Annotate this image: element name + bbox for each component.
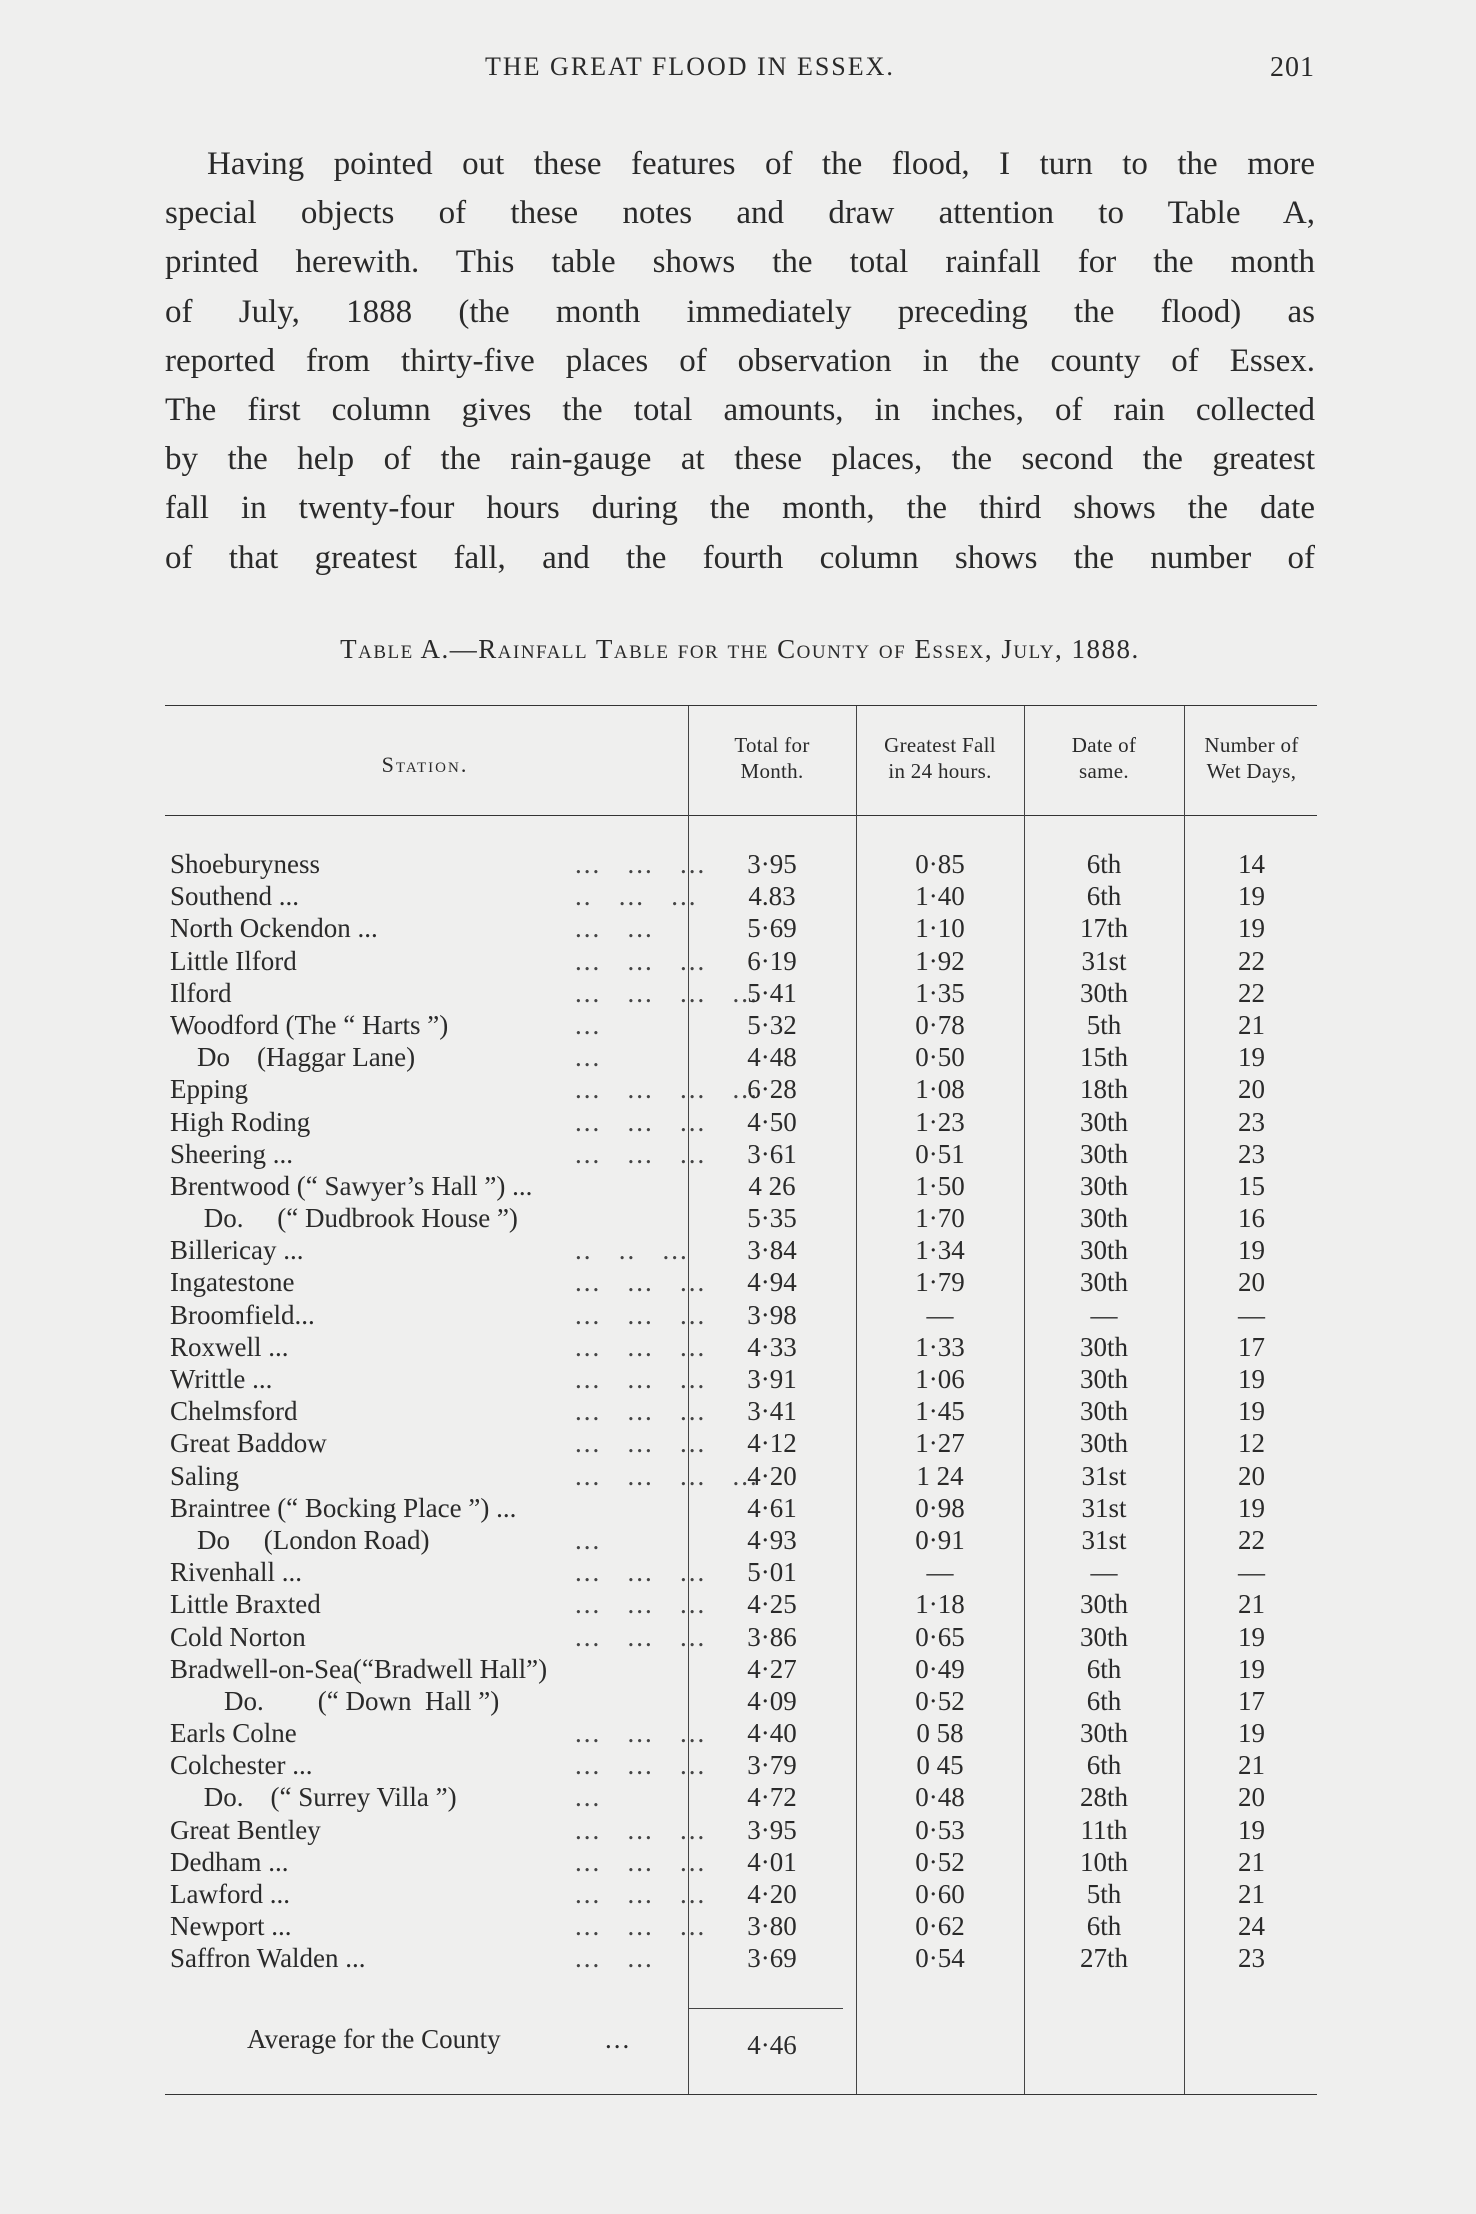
leader-dots: .. ... ... — [575, 881, 698, 912]
table-row — [165, 1588, 1317, 1620]
total-cell: 4·33 — [747, 1331, 797, 1362]
station-cell: Saffron Walden ... — [170, 1943, 366, 1974]
leader-dots: ... — [605, 2024, 632, 2054]
total-cell: 3·91 — [747, 1364, 797, 1394]
greatest-fall-cell: — — [926, 1299, 954, 1330]
wet-days-cell: 24 — [1238, 1911, 1265, 1942]
table-row — [165, 1492, 1317, 1524]
table-row — [165, 1234, 1317, 1266]
wet-days-cell: 21 — [1238, 1009, 1265, 1040]
date-cell: 30th — [1079, 1331, 1128, 1362]
table-row — [165, 1846, 1317, 1878]
wet-days-cell: 12 — [1238, 1428, 1265, 1459]
table-row — [165, 1041, 1317, 1073]
table-row — [165, 1331, 1317, 1363]
greatest-fall-cell: 0·91 — [915, 1524, 965, 1555]
paragraph-line: reported from thirty-five places of observation in the county of Essex. — [165, 342, 1315, 379]
greatest-fall-cell: 1·92 — [915, 945, 965, 976]
table-row — [165, 1781, 1317, 1813]
table-row — [165, 1395, 1317, 1427]
running-head — [165, 52, 1315, 92]
greatest-fall-cell: 0·65 — [915, 1621, 965, 1652]
date-cell: 30th — [1079, 1621, 1128, 1652]
date-cell: 6th — [1086, 1685, 1122, 1716]
wet-days-cell: 16 — [1238, 1203, 1265, 1234]
date-cell: 6th — [1086, 849, 1122, 879]
station-cell: Great Baddow — [170, 1428, 327, 1459]
column-header-line: in 24 hours. — [888, 759, 992, 783]
table-row — [165, 1460, 1317, 1492]
leader-dots: ... ... ... — [575, 1106, 707, 1137]
table-row — [165, 945, 1317, 977]
table-row — [165, 1749, 1317, 1781]
table-row — [165, 1106, 1317, 1138]
greatest-fall-cell: 0·54 — [915, 1943, 965, 1974]
column-header-line: Greatest Fall — [884, 733, 996, 757]
date-cell: 10th — [1079, 1846, 1128, 1877]
greatest-fall-cell: 0 58 — [916, 1718, 964, 1749]
station-cell: Broomfield... — [170, 1299, 315, 1330]
station-cell: Woodford (The “ Harts ”) — [170, 1009, 449, 1040]
table-row — [165, 848, 1317, 880]
station-cell: Ilford — [170, 977, 232, 1008]
paragraph-line: of July, 1888 (the month immediately preceding the flood) as — [165, 293, 1315, 330]
station-cell: Little Braxted — [170, 1589, 321, 1620]
leader-dots: ... — [575, 1782, 602, 1813]
station-cell: Do. (“ Dudbrook House ”) — [170, 1203, 518, 1234]
station-cell: Shoeburyness — [170, 849, 320, 879]
wet-days-cell: 20 — [1238, 1782, 1265, 1813]
total-cell: 5·69 — [747, 913, 797, 944]
greatest-fall-cell: 0·52 — [915, 1846, 965, 1877]
column-header-station: Station. — [381, 752, 469, 777]
greatest-fall-cell: 0·52 — [915, 1685, 965, 1716]
average-row — [165, 2024, 1317, 2064]
date-cell: — — [1090, 1557, 1118, 1588]
greatest-fall-cell: 1·50 — [915, 1170, 965, 1201]
wet-days-cell: 19 — [1238, 913, 1265, 944]
total-cell: 6·28 — [747, 1074, 797, 1105]
station-cell: Rivenhall ... — [170, 1557, 302, 1588]
date-cell: 18th — [1079, 1074, 1128, 1105]
table-row — [165, 1556, 1317, 1588]
table-bottom-rule — [165, 2094, 1317, 2095]
wet-days-cell: 19 — [1238, 1396, 1265, 1427]
total-cell: 3·95 — [747, 849, 797, 879]
total-cell: 5·35 — [747, 1203, 797, 1234]
wet-days-cell: 23 — [1238, 1943, 1265, 1974]
wet-days-cell: 23 — [1238, 1106, 1265, 1137]
paragraph-line: Having pointed out these features of the flood, I turn to the more — [207, 146, 1315, 182]
total-cell: 4·94 — [747, 1267, 797, 1298]
column-header-total — [688, 732, 856, 784]
greatest-fall-cell: 1·18 — [915, 1589, 965, 1620]
greatest-fall-cell: 0·78 — [915, 1009, 965, 1040]
wet-days-cell: 19 — [1238, 1364, 1265, 1394]
leader-dots: ... ... ... ... — [575, 977, 759, 1008]
date-cell: 30th — [1079, 1267, 1128, 1298]
table-top-rule — [165, 705, 1317, 706]
wet-days-cell: 19 — [1238, 1492, 1265, 1523]
leader-dots: ... — [575, 1524, 602, 1555]
station-cell: Bradwell-on-Sea(“Bradwell Hall”) — [170, 1653, 548, 1684]
greatest-fall-cell: 0·51 — [915, 1138, 965, 1169]
table-row — [165, 912, 1317, 944]
wet-days-cell: — — [1238, 1299, 1265, 1330]
leader-dots: ... ... ... — [575, 1299, 707, 1330]
total-cell: 4.83 — [748, 881, 796, 912]
station-cell: Sheering ... — [170, 1138, 293, 1169]
greatest-fall-cell: 1·40 — [915, 881, 965, 912]
date-cell: 17th — [1079, 913, 1128, 944]
date-cell: 30th — [1079, 1428, 1128, 1459]
table-header-rule — [165, 815, 1317, 816]
table-row — [165, 1138, 1317, 1170]
average-label: Average for the County — [247, 2024, 501, 2054]
station-cell: Do. (“ Down Hall ”) — [170, 1685, 500, 1716]
paragraph-line: special objects of these notes and draw attention to Table A, — [165, 195, 1315, 232]
table-caption: Table A.—Rainfall Table for the County of Essex, July, 1888. — [340, 634, 1140, 664]
station-cell: Little Ilford — [170, 945, 297, 976]
total-cell: 3·98 — [747, 1299, 797, 1330]
leader-dots: ... ... ... — [575, 1589, 707, 1620]
total-cell: 3·79 — [747, 1750, 797, 1781]
total-cell: 3·86 — [747, 1621, 797, 1652]
average-rule — [688, 2008, 843, 2009]
wet-days-cell: 23 — [1238, 1138, 1265, 1169]
wet-days-cell: 19 — [1238, 1235, 1265, 1266]
page-number: 201 — [1270, 52, 1315, 83]
total-cell: 4·40 — [747, 1718, 797, 1749]
leader-dots: ... ... ... — [575, 1396, 707, 1427]
total-cell: 4·01 — [747, 1846, 797, 1877]
date-cell: 30th — [1079, 1589, 1128, 1620]
greatest-fall-cell: 1·33 — [915, 1331, 965, 1362]
leader-dots: .. .. ... — [575, 1235, 689, 1266]
station-cell: Earls Colne — [170, 1718, 297, 1749]
wet-days-cell: 19 — [1238, 1621, 1265, 1652]
total-cell: 6·19 — [747, 945, 797, 976]
date-cell: 31st — [1081, 1460, 1127, 1491]
wet-days-cell: 19 — [1238, 1042, 1265, 1073]
leader-dots: ... ... — [575, 1943, 654, 1974]
wet-days-cell: 22 — [1238, 1524, 1265, 1555]
station-cell: High Roding — [170, 1106, 311, 1137]
average-value: 4·46 — [747, 2030, 797, 2060]
date-cell: 5th — [1086, 1879, 1122, 1909]
station-cell: Colchester ... — [170, 1750, 313, 1781]
greatest-fall-cell: 1·06 — [915, 1364, 965, 1394]
column-header-line: Date of — [1071, 733, 1137, 757]
greatest-fall-cell: 1·35 — [915, 977, 965, 1008]
wet-days-cell: 19 — [1238, 1718, 1265, 1749]
total-cell: 3·95 — [747, 1814, 797, 1845]
table-row — [165, 1685, 1317, 1717]
greatest-fall-cell: 0·85 — [915, 849, 965, 879]
total-cell: 5·32 — [747, 1009, 797, 1040]
wet-days-cell: 21 — [1238, 1879, 1265, 1909]
total-cell: 4 26 — [748, 1170, 796, 1201]
station-cell: Do (London Road) — [170, 1524, 430, 1555]
station-cell: Chelmsford — [170, 1396, 298, 1427]
total-cell: 3·69 — [747, 1943, 797, 1974]
leader-dots: ... ... — [575, 913, 654, 944]
column-header-greatest-fall — [856, 732, 1024, 784]
station-cell: Epping — [170, 1074, 248, 1105]
leader-dots: ... ... ... ... — [575, 1460, 759, 1491]
greatest-fall-cell: 0·62 — [915, 1911, 965, 1942]
table-row — [165, 1621, 1317, 1653]
leader-dots: ... ... ... — [575, 1814, 707, 1845]
wet-days-cell: 19 — [1238, 881, 1265, 912]
total-cell: 3·84 — [747, 1235, 797, 1266]
station-cell: Do. (“ Surrey Villa ”) — [170, 1782, 457, 1813]
station-cell: Ingatestone — [170, 1267, 295, 1298]
wet-days-cell: 19 — [1238, 1653, 1265, 1684]
total-cell: 4·20 — [747, 1879, 797, 1909]
date-cell: 30th — [1079, 1235, 1128, 1266]
paragraph-line: printed herewith. This table shows the total rainfall for the month — [165, 244, 1315, 281]
greatest-fall-cell: 1·23 — [915, 1106, 965, 1137]
greatest-fall-cell: 0·49 — [915, 1653, 965, 1684]
date-cell: 30th — [1079, 1138, 1128, 1169]
greatest-fall-cell: 0·53 — [915, 1814, 965, 1845]
table-row — [165, 1427, 1317, 1459]
wet-days-cell: 15 — [1238, 1170, 1265, 1201]
column-header-line: Total for — [734, 733, 810, 757]
date-cell: 27th — [1079, 1943, 1128, 1974]
leader-dots: ... ... ... — [575, 1879, 707, 1909]
column-header-line: same. — [1079, 759, 1129, 783]
leader-dots: ... ... ... — [575, 1364, 707, 1394]
total-cell: 4·93 — [747, 1524, 797, 1555]
table-row — [165, 1009, 1317, 1041]
total-cell: 4·48 — [747, 1042, 797, 1073]
paragraph-line: of that greatest fall, and the fourth column shows the number of — [165, 539, 1315, 576]
column-header-line: Number of — [1204, 733, 1299, 757]
total-cell: 3·41 — [747, 1396, 797, 1427]
station-cell: Great Bentley — [170, 1814, 321, 1845]
wet-days-cell: 22 — [1238, 977, 1265, 1008]
leader-dots: ... ... ... — [575, 1621, 707, 1652]
leader-dots: ... ... ... — [575, 1750, 707, 1781]
date-cell: 5th — [1086, 1009, 1122, 1040]
total-cell: 4·61 — [747, 1492, 797, 1523]
leader-dots: ... ... ... — [575, 1331, 707, 1362]
station-cell: Newport ... — [170, 1911, 292, 1942]
date-cell: 15th — [1079, 1042, 1128, 1073]
total-cell: 3·61 — [747, 1138, 797, 1169]
table-row — [165, 1910, 1317, 1942]
date-cell: 6th — [1086, 1750, 1122, 1781]
date-cell: 30th — [1079, 1203, 1128, 1234]
table-row — [165, 1653, 1317, 1685]
total-cell: 4·20 — [747, 1460, 797, 1491]
total-cell: 4·27 — [747, 1653, 797, 1684]
body-paragraph — [165, 140, 1315, 583]
station-cell: Dedham ... — [170, 1846, 289, 1877]
total-cell: 4·72 — [747, 1782, 797, 1813]
wet-days-cell: 22 — [1238, 945, 1265, 976]
total-cell: 5·41 — [747, 977, 797, 1008]
date-cell: 30th — [1079, 1364, 1128, 1394]
date-cell: 6th — [1086, 1911, 1122, 1942]
table-row — [165, 1814, 1317, 1846]
station-cell: Saling — [170, 1460, 240, 1491]
leader-dots: ... — [575, 1042, 602, 1073]
wet-days-cell: 14 — [1238, 849, 1265, 879]
station-cell: Braintree (“ Bocking Place ”) ... — [170, 1492, 517, 1523]
leader-dots: ... ... ... — [575, 1138, 707, 1169]
total-cell: 3·80 — [747, 1911, 797, 1942]
table-row — [165, 1202, 1317, 1234]
greatest-fall-cell: 1·45 — [915, 1396, 965, 1427]
table-row — [165, 1524, 1317, 1556]
leader-dots: ... ... ... — [575, 945, 707, 976]
column-header-line: Wet Days, — [1206, 759, 1297, 783]
greatest-fall-cell: 1·79 — [915, 1267, 965, 1298]
greatest-fall-cell: 1·10 — [915, 913, 965, 944]
greatest-fall-cell: 1 24 — [916, 1460, 964, 1491]
wet-days-cell: 20 — [1238, 1460, 1265, 1491]
leader-dots: ... ... ... — [575, 1846, 707, 1877]
total-cell: 4·12 — [747, 1428, 797, 1459]
paragraph-line: The first column gives the total amounts, in inches, of rain collected — [165, 391, 1315, 428]
wet-days-cell: 20 — [1238, 1074, 1265, 1105]
paragraph-line: by the help of the rain-gauge at these places, the second the greatest — [165, 441, 1315, 478]
table-row — [165, 1266, 1317, 1298]
wet-days-cell: 20 — [1238, 1267, 1265, 1298]
greatest-fall-cell: 1·34 — [915, 1235, 965, 1266]
station-cell: Writtle ... — [170, 1364, 273, 1394]
station-cell: Roxwell ... — [170, 1331, 289, 1362]
date-cell: 31st — [1081, 1524, 1127, 1555]
station-cell: Do (Haggar Lane) — [170, 1042, 416, 1073]
wet-days-cell: 21 — [1238, 1846, 1265, 1877]
date-cell: 11th — [1080, 1814, 1128, 1845]
station-cell: Southend ... — [170, 881, 300, 912]
date-cell: 31st — [1081, 945, 1127, 976]
table-row — [165, 977, 1317, 1009]
station-cell: Brentwood (“ Sawyer’s Hall ”) ... — [170, 1170, 533, 1201]
station-cell: Lawford ... — [170, 1879, 290, 1909]
leader-dots: ... ... ... ... — [575, 1074, 759, 1105]
total-cell: 4·09 — [747, 1685, 797, 1716]
leader-dots: ... ... ... — [575, 1428, 707, 1459]
table-body — [165, 848, 1317, 1975]
running-title: THE GREAT FLOOD IN ESSEX. — [485, 52, 895, 81]
column-header-line: Month. — [740, 759, 804, 783]
greatest-fall-cell: 0·60 — [915, 1879, 965, 1909]
leader-dots: ... ... ... — [575, 1911, 707, 1942]
greatest-fall-cell: — — [926, 1557, 954, 1588]
leader-dots: ... ... ... — [575, 1267, 707, 1298]
column-header-wet-days — [1184, 732, 1319, 784]
date-cell: 30th — [1079, 1718, 1128, 1749]
station-cell: North Ockendon ... — [170, 913, 378, 944]
wet-days-cell: 19 — [1238, 1814, 1265, 1845]
date-cell: 30th — [1079, 1170, 1128, 1201]
greatest-fall-cell: 0·50 — [915, 1042, 965, 1073]
date-cell: 30th — [1079, 1106, 1128, 1137]
leader-dots: ... — [575, 1009, 602, 1040]
greatest-fall-cell: 1·70 — [915, 1203, 965, 1234]
date-cell: 30th — [1079, 977, 1128, 1008]
wet-days-cell: 17 — [1238, 1685, 1265, 1716]
leader-dots: ... ... ... — [575, 849, 707, 879]
table-row — [165, 1073, 1317, 1105]
date-cell: 6th — [1086, 881, 1122, 912]
date-cell: 31st — [1081, 1492, 1127, 1523]
station-cell: Cold Norton — [170, 1621, 306, 1652]
greatest-fall-cell: 0 45 — [916, 1750, 964, 1781]
table-row — [165, 880, 1317, 912]
date-cell: 6th — [1086, 1653, 1122, 1684]
total-cell: 5·01 — [747, 1557, 797, 1588]
column-header-date — [1024, 732, 1184, 784]
station-cell: Billericay ... — [170, 1235, 304, 1266]
total-cell: 4·50 — [747, 1106, 797, 1137]
greatest-fall-cell: 0·98 — [915, 1492, 965, 1523]
wet-days-cell: 17 — [1238, 1331, 1265, 1362]
total-cell: 4·25 — [747, 1589, 797, 1620]
table-row — [165, 1299, 1317, 1331]
date-cell: — — [1090, 1299, 1118, 1330]
table-row — [165, 1363, 1317, 1395]
paragraph-line: fall in twenty-four hours during the month, the third shows the date — [165, 490, 1315, 527]
greatest-fall-cell: 1·08 — [915, 1074, 965, 1105]
table-row — [165, 1717, 1317, 1749]
greatest-fall-cell: 1·27 — [915, 1428, 965, 1459]
wet-days-cell: 21 — [1238, 1589, 1265, 1620]
table-row — [165, 1170, 1317, 1202]
date-cell: 30th — [1079, 1396, 1128, 1427]
greatest-fall-cell: 0·48 — [915, 1782, 965, 1813]
date-cell: 28th — [1079, 1782, 1128, 1813]
table-row — [165, 1942, 1317, 1974]
table-row — [165, 1878, 1317, 1910]
wet-days-cell: — — [1238, 1557, 1265, 1588]
leader-dots: ... ... ... — [575, 1557, 707, 1588]
leader-dots: ... ... ... — [575, 1718, 707, 1749]
wet-days-cell: 21 — [1238, 1750, 1265, 1781]
